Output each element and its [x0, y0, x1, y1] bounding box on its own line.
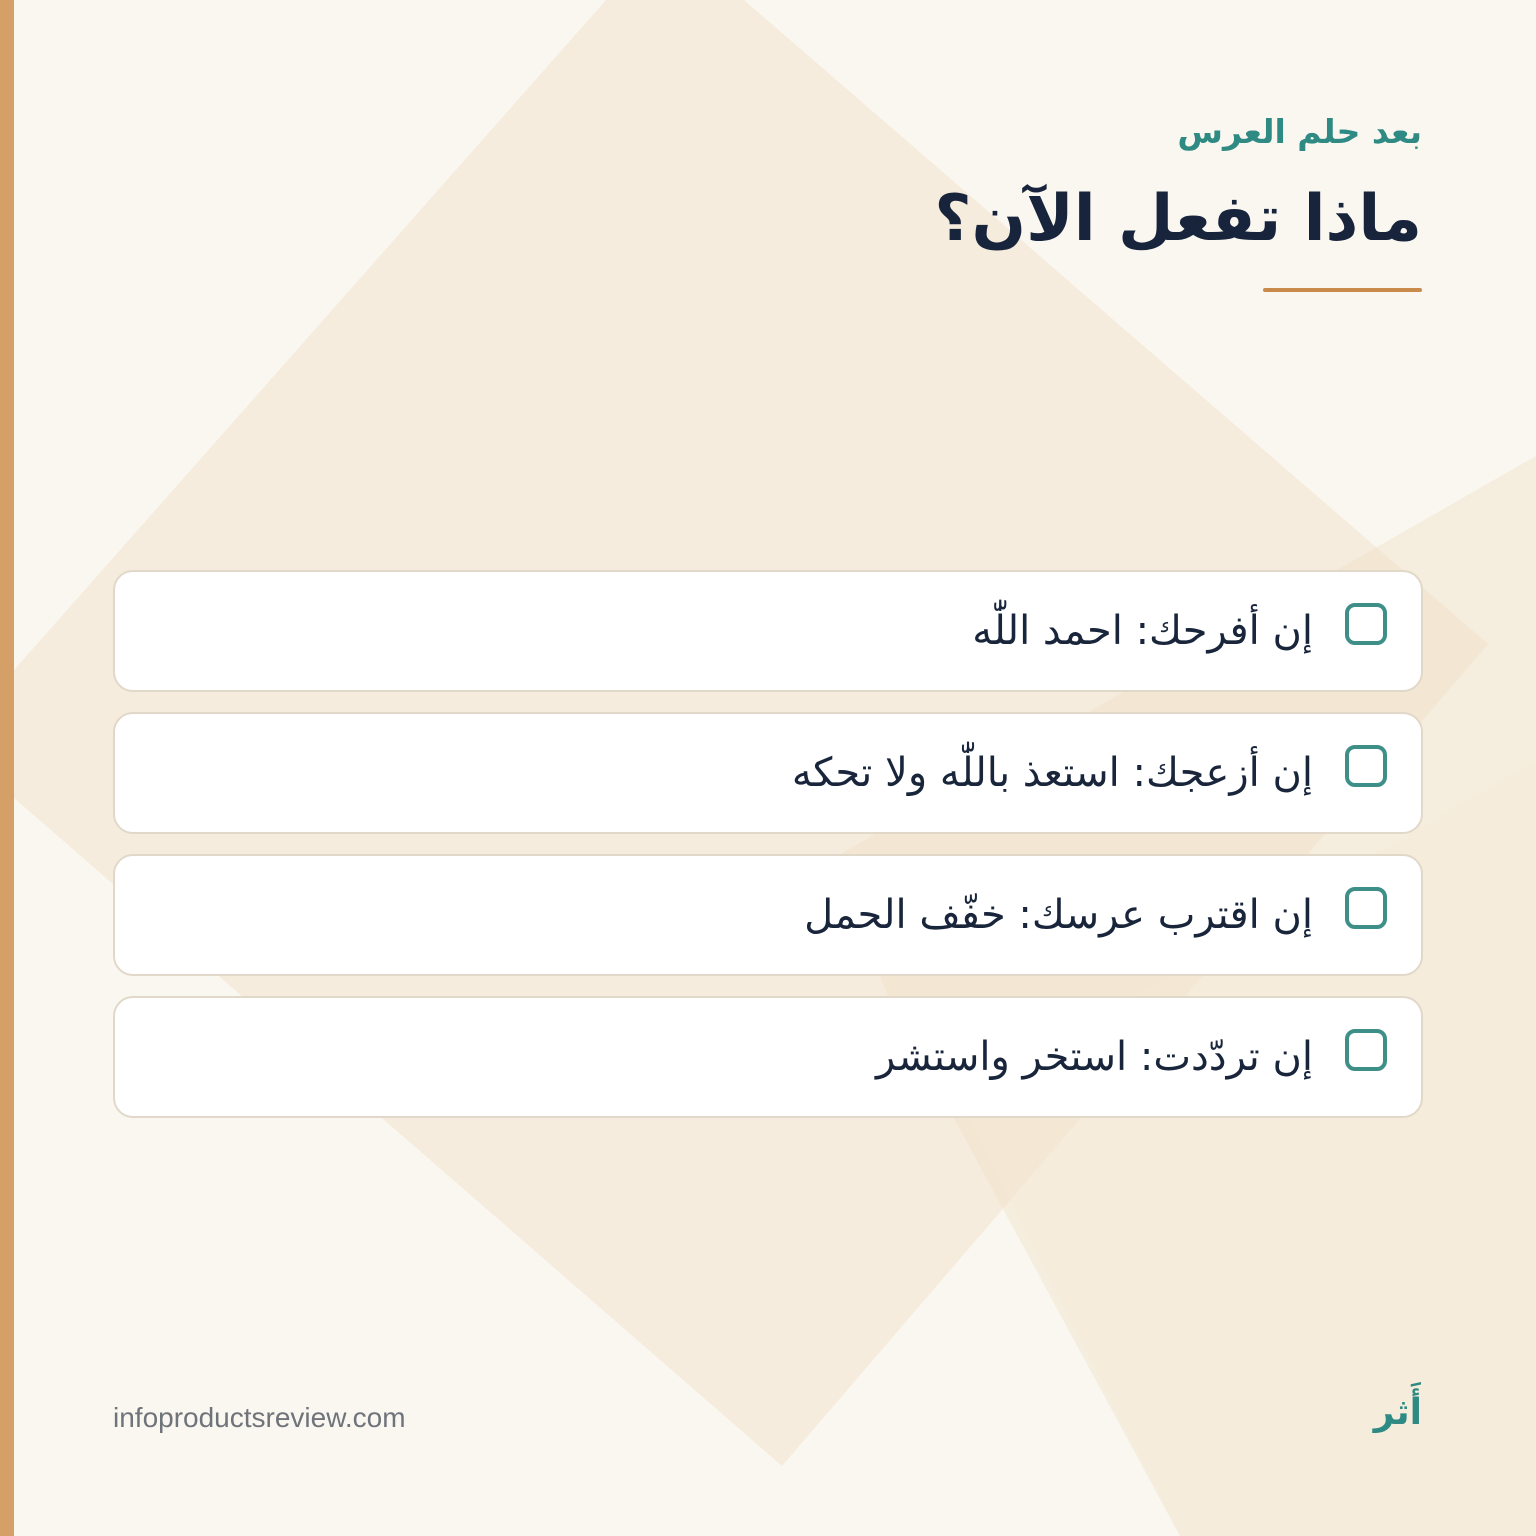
- checkbox-icon[interactable]: [1345, 745, 1387, 787]
- checkbox-icon[interactable]: [1345, 1029, 1387, 1071]
- left-accent-stripe: [0, 0, 14, 1536]
- checklist-item-label: إن اقترب عرسك: خفّف الحمل: [804, 892, 1313, 938]
- header: [522, 108, 1422, 262]
- page-title: ماذا تفعل الآن؟: [934, 182, 1422, 256]
- checklist: [113, 570, 1423, 1138]
- checklist-item[interactable]: [113, 854, 1423, 976]
- checklist-item-label: إن أفرحك: احمد اللّٰه: [972, 608, 1313, 654]
- checklist-item-label: إن أزعجك: استعذ باللّٰه ولا تحكه: [791, 750, 1313, 796]
- footer-url[interactable]: infoproductsreview.com: [113, 1402, 406, 1433]
- brand-logo: أَثر: [1373, 1392, 1422, 1433]
- checkbox-icon[interactable]: [1345, 887, 1387, 929]
- checklist-item[interactable]: [113, 570, 1423, 692]
- checklist-item-label: إن تردّدت: استخر واستشر: [876, 1034, 1313, 1080]
- title-underline: [1263, 288, 1422, 292]
- checkbox-icon[interactable]: [1345, 603, 1387, 645]
- checklist-item[interactable]: [113, 712, 1423, 834]
- eyebrow-label: بعد حلم العرس: [1177, 112, 1422, 151]
- checklist-item[interactable]: [113, 996, 1423, 1118]
